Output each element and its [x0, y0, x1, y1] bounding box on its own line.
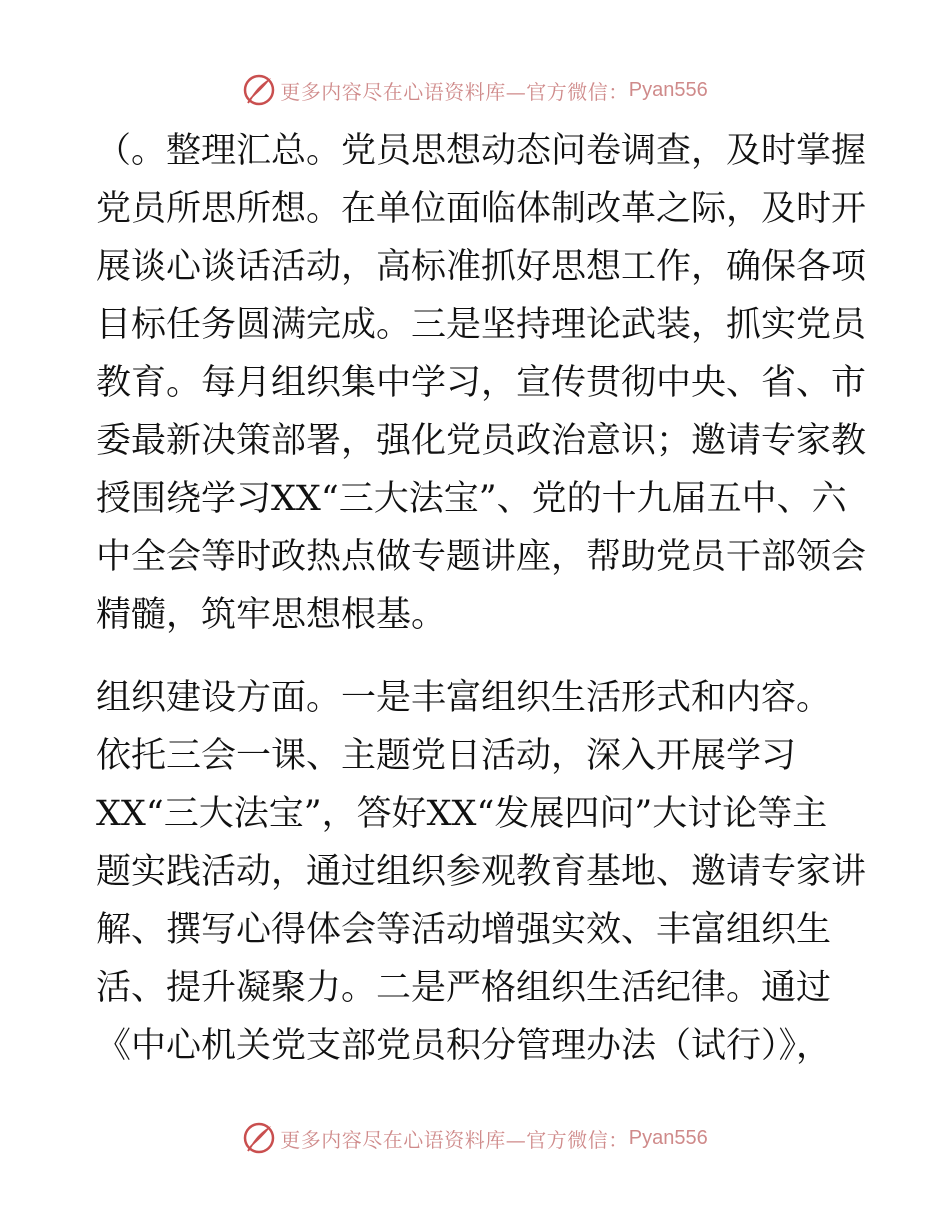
feather-pen-seal-icon — [242, 73, 276, 107]
watermark-text: 更多内容尽在心语资料库—官方微信： — [280, 1127, 629, 1152]
document-body — [96, 122, 866, 1075]
text-line: 目标任务圆满完成。三是坚持理论武装，抓实党员 — [96, 305, 867, 345]
watermark-account: Pyan556 — [628, 1126, 708, 1149]
watermark-account: Pyan556 — [628, 78, 708, 101]
text-line: （。整理汇总。党员思想动态问卷调查，及时掌握 — [96, 131, 867, 171]
watermark-text: 更多内容尽在心语资料库—官方微信： — [280, 79, 629, 104]
text-line: 依托三会一课、主题党日活动，深入开展学习 — [96, 736, 797, 776]
paragraph-gap — [96, 644, 866, 669]
paragraph-1 — [96, 122, 866, 644]
text-line: XX“三大法宝”，答好XX“发展四问”大讨论等主 — [96, 794, 828, 834]
text-line: 题实践活动，通过组织参观教育基地、邀请专家讲 — [96, 852, 867, 892]
text-line: 授围绕学习XX“三大法宝”、党的十九届五中、六 — [96, 479, 847, 519]
text-line: 中全会等时政热点做专题讲座，帮助党员干部领会 — [96, 537, 867, 577]
text-line: 解、撰写心得体会等活动增强实效、丰富组织生 — [96, 910, 832, 950]
text-line: 党员所思所想。在单位面临体制改革之际，及时开 — [96, 189, 867, 229]
feather-pen-seal-icon — [242, 1121, 276, 1155]
text-line: 委最新决策部署，强化党员政治意识；邀请专家教 — [96, 421, 867, 461]
paragraph-2 — [96, 669, 866, 1075]
text-line: 展谈心谈话活动，高标准抓好思想工作，确保各项 — [96, 247, 867, 287]
text-line: 精髓，筑牢思想根基。 — [96, 595, 447, 635]
text-line: 教育。每月组织集中学习，宣传贯彻中央、省、市 — [96, 363, 867, 403]
header-watermark — [0, 70, 950, 110]
footer-watermark — [0, 1118, 950, 1158]
text-line: 组织建设方面。一是丰富组织生活形式和内容。 — [96, 678, 832, 718]
text-line: 活、提升凝聚力。二是严格组织生活纪律。通过 — [96, 968, 832, 1008]
text-line: 《中心机关党支部党员积分管理办法（试行）》， — [96, 1026, 832, 1066]
